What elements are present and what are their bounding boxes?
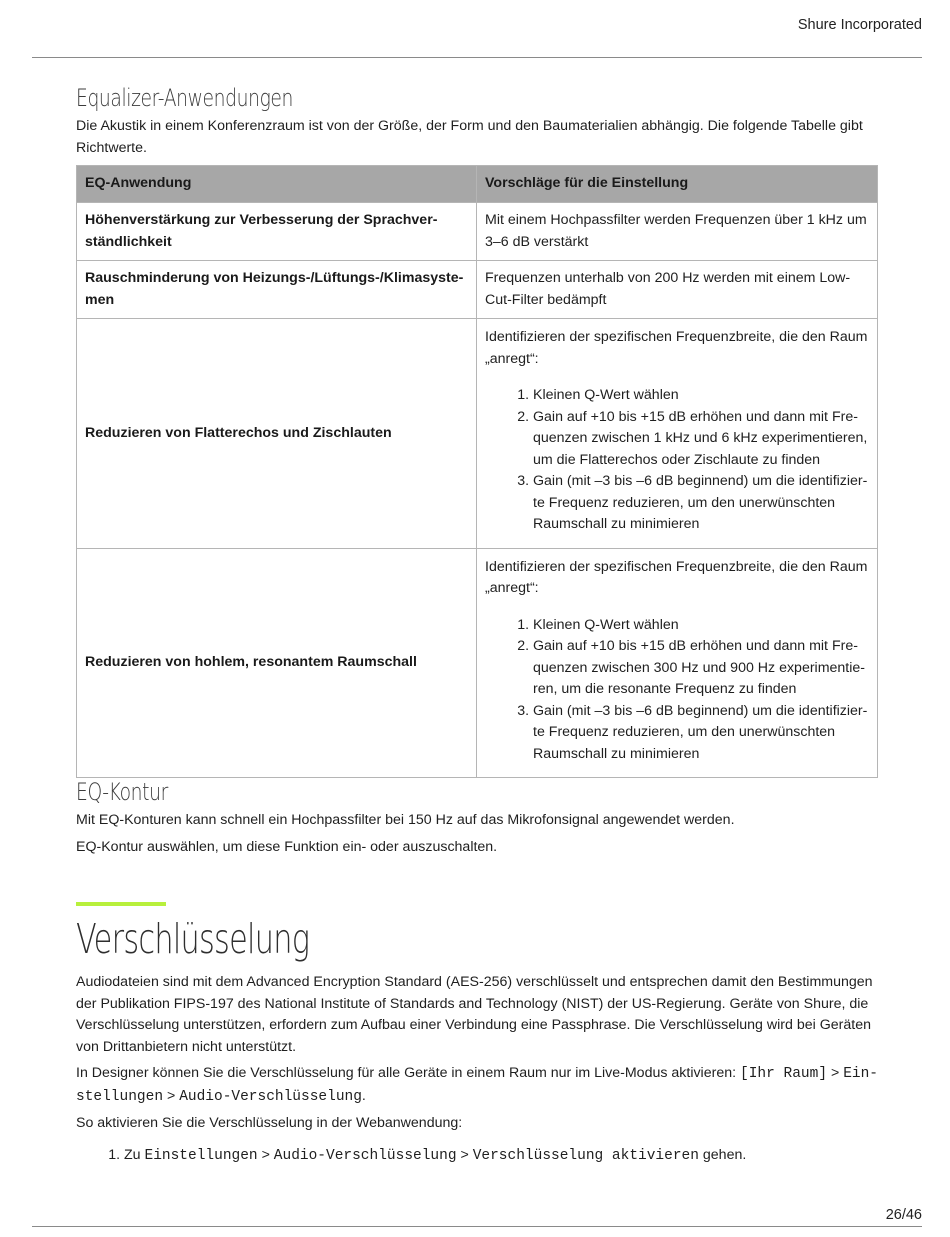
list-item: 3. Gain (mit –3 bis –6 dB beginnend) um die identifizierte Frequenz reduzieren, um den unerwünschten Raumschall zu minimieren xyxy=(533,471,869,536)
list-item: 2. Gain auf +10 bis +15 dB erhöhen und dann mit Frequenzen zwischen 1 kHz und 6 kHz experimentieren, um die Flatterechos oder Zischlaute zu finden xyxy=(533,407,869,472)
encryption-designer-paragraph xyxy=(76,1063,878,1108)
table-row xyxy=(77,319,878,549)
list-item xyxy=(124,1147,878,1164)
suggestion-cell xyxy=(477,548,878,778)
encryption-paragraph: Audiodateien sind mit dem Advanced Encryption Standard (AES-256) verschlüsselt und entsprechen damit den Bestimmungen der Publikation FIPS-197 des National Institute of Standards and Technology (NIST) der US-Regierung. Geräte von Shure, die Verschlüsselung unterstützen, erfordern zum Aufbau einer Verbindung eine Passphrase. Die Verschlüsselung wird bei Geräten von Drittanbietern nicht unterstützt. xyxy=(76,974,873,1055)
page-number: 26/46 xyxy=(885,1207,922,1223)
separator: > xyxy=(456,1146,473,1163)
eq-applications-heading: Equalizer-Anwendungen xyxy=(76,84,294,112)
eq-contour-heading: EQ-Kontur xyxy=(76,778,168,806)
suggestion-intro: Identifizieren der spezifischen Frequenzbreite, die den Raum „anregt“: xyxy=(485,558,868,596)
header-divider xyxy=(32,57,922,58)
separator: > xyxy=(827,1065,844,1081)
code-room: [Ihr Raum] xyxy=(740,1066,828,1082)
code-audio-encryption: Audio-Verschlüsselung xyxy=(179,1088,362,1105)
encryption-web-intro: So aktivieren Sie die Verschlüsselung in der Webanwendung: xyxy=(76,1115,463,1131)
list-item: 3. Gain (mit –3 bis –6 dB beginnend) um die identifizierte Frequenz reduzieren, um den unerwünschten Raumschall zu minimieren xyxy=(533,701,869,766)
suggestion-intro: Identifizieren der spezifischen Frequenzbreite, die den Raum „anregt“: xyxy=(485,329,868,367)
section-accent-bar xyxy=(76,902,166,906)
suggestion-steps xyxy=(485,615,869,766)
paragraph-text: In Designer können Sie die Verschlüsselung für alle Geräte in einem Raum nur im Live-Modus aktivieren: xyxy=(76,1065,740,1081)
application-cell: Höhenverstärkung zur Verbesserung der Sprachverständlichkeit xyxy=(77,203,477,261)
step-text: Zu xyxy=(124,1146,145,1163)
suggestion-steps xyxy=(485,385,869,536)
list-item: 2. Gain auf +10 bis +15 dB erhöhen und dann mit Frequenzen zwischen 300 Hz und 900 Hz experimentieren, um die resonante Frequenz zu finden xyxy=(533,636,869,701)
footer-divider xyxy=(32,1226,922,1227)
table-row xyxy=(77,548,878,778)
application-cell: Rauschminderung von Heizungs-/Lüftungs-/Klimasystemen xyxy=(77,261,477,319)
eq-applications-table xyxy=(76,165,878,778)
separator: > xyxy=(257,1146,274,1163)
header-company-name: Shure Incorporated xyxy=(797,17,922,33)
table-header-row xyxy=(77,166,878,203)
application-cell: Reduzieren von Flatterechos und Zischlauten xyxy=(77,319,477,549)
list-item: 1. Kleinen Q-Wert wählen xyxy=(533,615,869,637)
suggestion-cell: Frequenzen unterhalb von 200 Hz werden mit einem Low-Cut-Filter bedämpft xyxy=(477,261,878,319)
list-item: 1. Kleinen Q-Wert wählen xyxy=(533,385,869,407)
suggestion-cell xyxy=(477,319,878,549)
code-enable-encryption: Verschlüsselung aktivieren xyxy=(472,1147,699,1164)
eq-contour-paragraph: Mit EQ-Konturen kann schnell ein Hochpassfilter bei 150 Hz auf das Mikrofonsignal angewendet werden. xyxy=(76,812,735,828)
table-row xyxy=(77,261,878,319)
encryption-title: Verschlüsselung xyxy=(76,915,310,963)
encryption-steps xyxy=(76,1147,878,1164)
separator: > xyxy=(163,1087,180,1104)
column-header-suggestion: Vorschläge für die Einstellung xyxy=(477,166,878,203)
table-row xyxy=(77,203,878,261)
eq-applications-intro: Die Akustik in einem Konferenzraum ist von der Größe, der Form und den Baumaterialien abhängig. Die folgende Tabelle gibt Richtwerte. xyxy=(76,118,863,156)
step-text: gehen. xyxy=(698,1146,747,1163)
code-settings: Einstellungen xyxy=(144,1147,258,1164)
code-audio-encryption: Audio-Verschlüsselung xyxy=(273,1147,457,1164)
code-settings: Einstellungen xyxy=(76,1066,878,1105)
eq-contour-paragraph: EQ-Kontur auswählen, um diese Funktion ein- oder auszuschalten. xyxy=(76,838,498,855)
page-content xyxy=(76,84,878,1164)
suggestion-cell: Mit einem Hochpassfilter werden Frequenzen über 1 kHz um 3–6 dB verstärkt xyxy=(477,203,878,261)
paragraph-text: . xyxy=(361,1087,366,1104)
column-header-application: EQ-Anwendung xyxy=(77,166,477,203)
application-cell: Reduzieren von hohlem, resonantem Raumschall xyxy=(77,548,477,778)
